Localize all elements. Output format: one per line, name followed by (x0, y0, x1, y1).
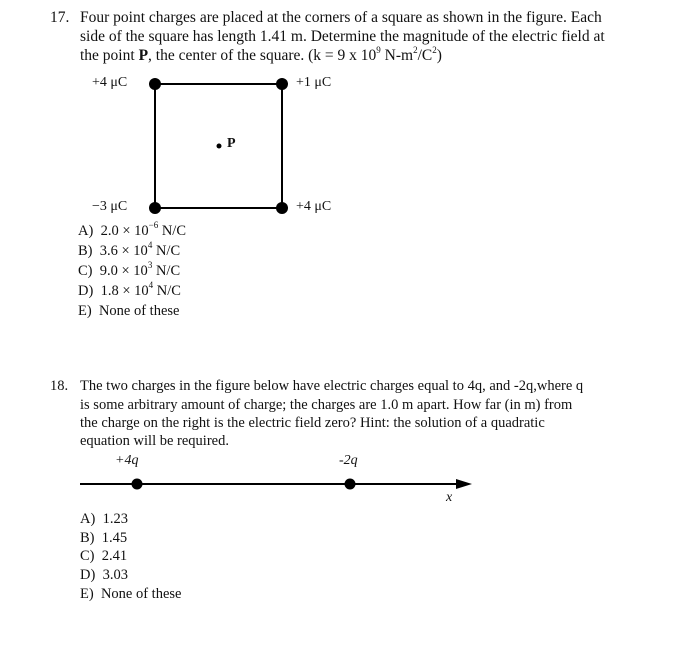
q18-line-3: the charge on the right is the electric field zero? Hint: the solution of a quadratic (80, 415, 545, 431)
q18-line-2: is some arbitrary amount of charge; the charges are 1.0 m apart. How far (in m) from (80, 397, 573, 413)
q18-line-4: equation will be required. (80, 433, 229, 449)
label-axis-x: x (446, 490, 453, 505)
label-point-p: P (227, 136, 236, 151)
label-top-left: +4 μC (92, 75, 128, 90)
q18-option-b: B) 1.45 (80, 529, 128, 546)
charge-dot-top-right (276, 78, 288, 90)
q18-number: 18. (50, 378, 69, 394)
q18-option-e: E) None of these (80, 585, 182, 602)
q17-option-a: A) $2.0 \times 10^{-6}$ N/C (78, 220, 186, 239)
q17-option-e: E) None of these (78, 303, 180, 319)
q17-line-1: Four point charges are placed at the corners of a square as shown in the figure. Each (80, 9, 602, 26)
q18-option-d: D) 3.03 (80, 567, 128, 584)
label-bottom-right: +4 μC (296, 199, 332, 214)
label-right-charge: -2q (339, 453, 358, 468)
q17-option-b: B) $3.6 \times 10^4$ N/C (78, 240, 181, 259)
q17-line-3: the point P, the center of the square. (k = 9 x $10^9$ $N-m^2/C^2$) (80, 45, 442, 64)
q17-line-2: side of the square has length 1.41 m. Determine the magnitude of the electric field at (80, 28, 605, 45)
point-p-dot (217, 144, 222, 149)
axis-arrow-icon (456, 479, 472, 489)
label-top-right: +1 μC (296, 75, 332, 90)
q18-option-a: A) 1.23 (80, 511, 128, 527)
q18-option-c: C) 2.41 (80, 548, 128, 565)
q17-option-d: D) $1.8 \times 10^4$ N/C (78, 280, 181, 299)
q17-number: 17. (50, 9, 70, 26)
q18-line-1: The two charges in the figure below have electric charges equal to 4q, and -2q,where q (80, 378, 584, 394)
charge-dot-bottom-right (276, 202, 288, 214)
charge-dot-left (132, 479, 143, 490)
q17-option-c: C) $9.0 \times 10^3$ N/C (78, 260, 181, 279)
charge-dot-right (345, 479, 356, 490)
label-left-charge: +4q (115, 453, 139, 468)
charge-dot-bottom-left (149, 202, 161, 214)
charge-dot-top-left (149, 78, 161, 90)
label-bottom-left: −3 μC (92, 199, 128, 214)
